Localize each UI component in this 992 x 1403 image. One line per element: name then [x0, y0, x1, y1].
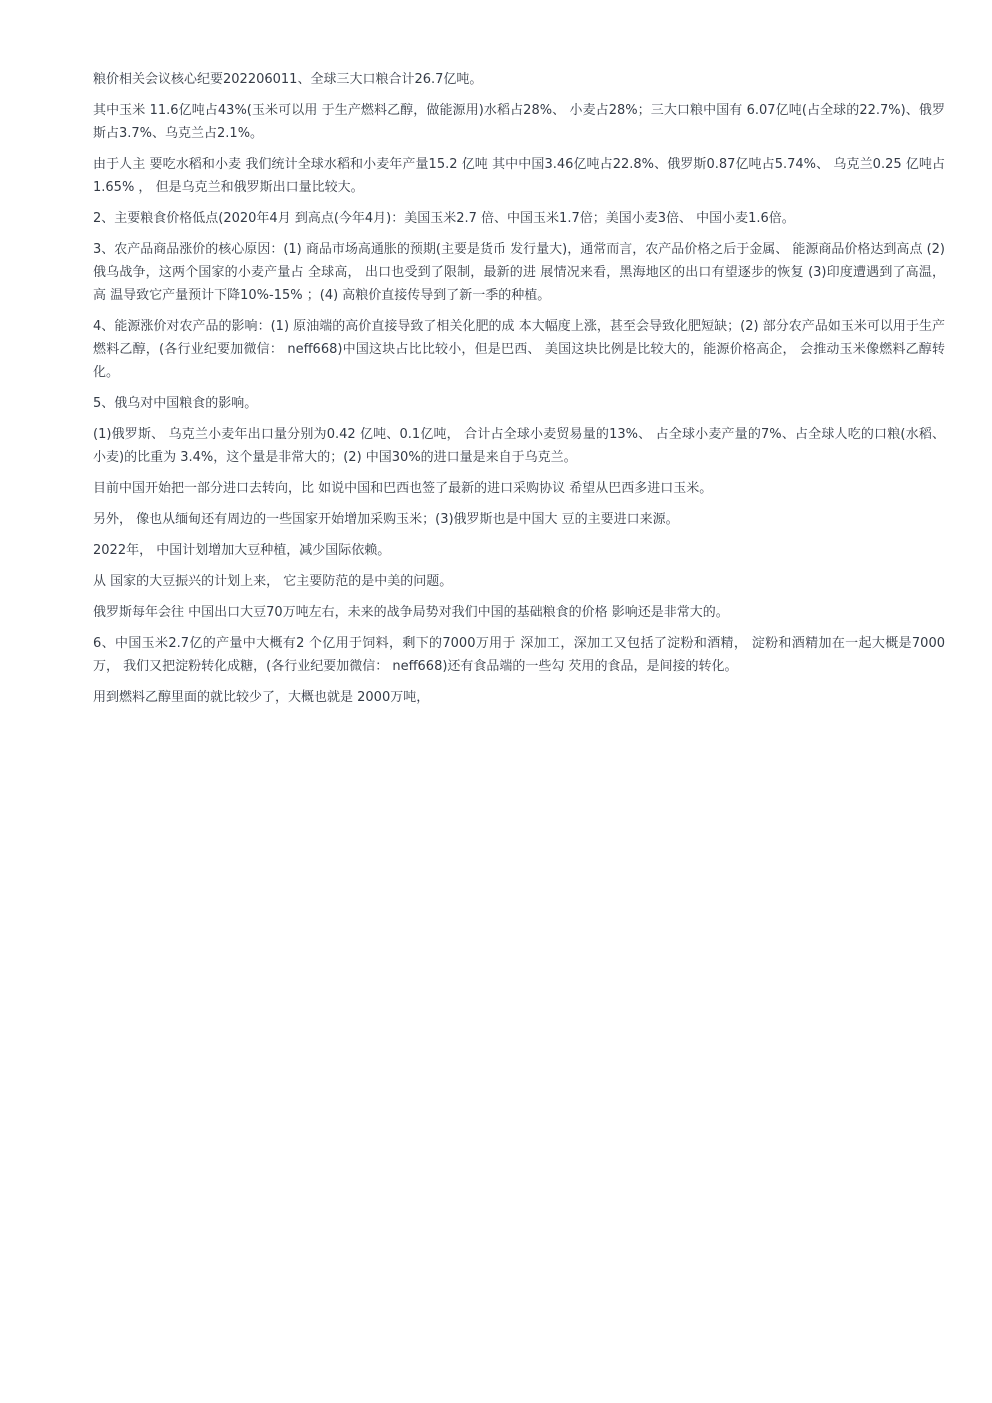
document-body — [93, 68, 945, 717]
paragraph-9: 目前中国开始把一部分进口去转向，比 如说中国和巴西也签了最新的进口采购协议 希望从巴西多进口玉米。 — [93, 481, 713, 496]
paragraph-12: 从 国家的大豆振兴的计划上来， 它主要防范的是中美的问题。 — [93, 574, 453, 589]
paragraph-14: 6、中国玉米2.7亿的产量中大概有2 个亿用于饲料，剩下的7000万用于 深加工，深加工又包括了淀粉和酒精， 淀粉和酒精加在一起大概是7000万， 我们又把淀粉转化成糖，(各行业纪要加微信： neff668)还有食品端的一些勾 芡用的食品，是间接的转化。 — [93, 636, 945, 674]
paragraph-10: 另外， 像也从缅甸还有周边的一些国家开始增加采购玉米；(3)俄罗斯也是中国大 豆的主要进口来源。 — [93, 512, 679, 527]
paragraph-1: 粮价相关会议核心纪要202206011、全球三大口粮合计26.7亿吨。 — [93, 72, 483, 87]
paragraph-6: 4、能源涨价对农产品的影响：(1) 原油端的高价直接导致了相关化肥的成 本大幅度上涨，甚至会导致化肥短缺；(2) 部分农产品如玉米可以用于生产 燃料乙醇，(各行业纪要加微信： neff668)中国这块占比比较小，但是巴西、 美国这块比例是比较大的，能源价格高企， 会推动玉米像燃料乙醇转化。 — [93, 319, 945, 380]
paragraph-5: 3、农产品商品涨价的核心原因：(1) 商品市场高通胀的预期(主要是货币 发行量大)，通常而言，农产品价格之后于金属、 能源商品价格达到高点 (2) 俄乌战争，这两个国家的小麦产量占 全球高， 出口也受到了限制，最新的进 展情况来看，黑海地区的出口有望逐步的恢复 (3)印度遭遇到了高温，高 温导致它产量预计下降10%-15% ；(4) 高粮价直接传导到了新一季的种植。 — [93, 242, 945, 303]
paragraph-13: 俄罗斯每年会往 中国出口大豆70万吨左右，未来的战争局势对我们中国的基础粮食的价格 影响还是非常大的。 — [93, 605, 729, 620]
paragraph-7: 5、俄乌对中国粮食的影响。 — [93, 396, 258, 411]
paragraph-15: 用到燃料乙醇里面的就比较少了，大概也就是 2000万吨， — [93, 690, 430, 705]
paragraph-3: 由于人主 要吃水稻和小麦 我们统计全球水稻和小麦年产量15.2 亿吨 其中中国3.46亿吨占22.8%、俄罗斯0.87亿吨占5.74%、 乌克兰0.25 亿吨占 1.65% ， 但是乌克兰和俄罗斯出口量比较大。 — [93, 157, 945, 195]
paragraph-8: (1)俄罗斯、 乌克兰小麦年出口量分别为0.42 亿吨、0.1亿吨， 合计占全球小麦贸易量的13%、 占全球小麦产量的7%、占全球人吃的口粮(水稻、小麦)的比重为 3.4%，这个量是非常大的；(2) 中国30%的进口量是来自于乌克兰。 — [93, 427, 945, 465]
paragraph-11: 2022年， 中国计划增加大豆种植，减少国际依赖。 — [93, 543, 391, 558]
paragraph-4: 2、主要粮食价格低点(2020年4月 到高点(今年4月)：美国玉米2.7 倍、中国玉米1.7倍；美国小麦3倍、 中国小麦1.6倍。 — [93, 211, 795, 226]
paragraph-2: 其中玉米 11.6亿吨占43%(玉米可以用 于生产燃料乙醇，做能源用)水稻占28%、 小麦占28%；三大口粮中国有 6.07亿吨(占全球的22.7%)、俄罗斯占3.7%、乌克兰占2.1%。 — [93, 103, 945, 141]
